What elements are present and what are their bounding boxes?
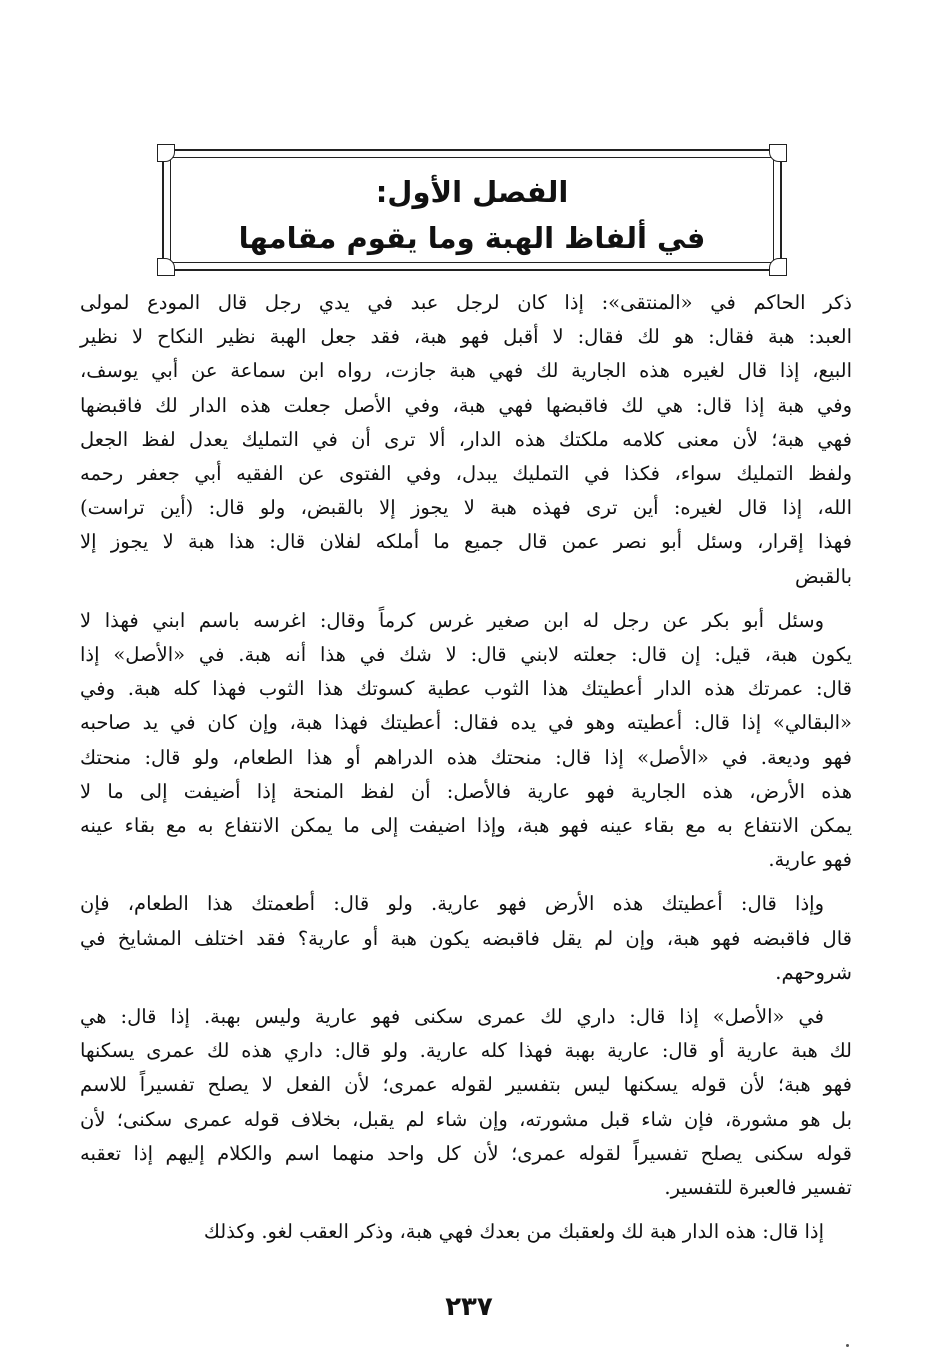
text-line: ذكر الحاكم في «المنتقى»: إذا كان لرجل عبد في يدي رجل قال المودع لمولى (80, 291, 852, 314)
text-line: الله، إذا قال لغيره: أين ترى فهذه هبة لا يجوز إلا بالقبض، ولو قال: (أين تراست) (80, 496, 852, 520)
text-line: إذا قال: هذه الدار هبة لك ولعقبك من بعدك فهي هبة، وذكر العقب لغو. وكذلك (203, 1220, 824, 1244)
text-line: ولفظ التمليك سواء، فكذا في التمليك يبدل، وفي الفتوى عن الفقيه أبي جعفر رحمه (80, 462, 852, 486)
text-line: يكون هبة، قيل: إن قال: جعلته لابني قال: لا شك في هذا أنه هبة. في «الأصل» إذا (80, 643, 852, 667)
text-line: فهذا إقرار، وسئل أبو نصر عمن قال جميع ما أملكه لفلان قال: هذا هبة لا يجوز إلا (80, 530, 852, 554)
text-line: فهو هبة؛ لأن قوله يسكنها ليس بتفسير لقوله عمرى؛ لأن الفعل لا يصلح تفسيراً للاسم (80, 1073, 852, 1097)
text-line: «البقالي» إذا قال: أعطيته وهو في يده فقال: أعطيتك فهذا هبة، وإن كان في يد صاحبه (80, 711, 852, 735)
text-line: فهو عارية. (768, 848, 852, 872)
paragraph (80, 1000, 852, 1205)
text-line: وسئل أبو بكر عن رجل له ابن صغير غرس كرماً وقال: اغرسه باسم ابني فهذا لا (80, 608, 824, 632)
paragraph (80, 887, 852, 990)
chapter-title-line-2: في ألفاظ الهبة وما يقوم مقامها (238, 221, 706, 255)
text-line: قال: عمرتك هذه الدار أعطيتك هذا الثوب عطية كسوتك هذا الثوب فهذا كله هبة. وفي (80, 677, 852, 701)
text-line: وإذا قال: أعطيتك هذه الأرض فهو عارية. ولو قال: أطعمتك هذا الطعام، فإن (80, 892, 824, 916)
text-line: يمكن الانتفاع به مع بقاء عينه فهو هبة، وإذا اضيفت إلى ما يمكن الانتفاع به مع بقاء عينه (80, 814, 852, 838)
text-line: البيع، إذا قال لغيره هذه الجارية لك فهي هبة جازت، رواه ابن سماعة عن أبي يوسف، (80, 359, 852, 383)
chapter-title-line-1: الفصل الأول: (375, 175, 569, 209)
text-line: بالقبض (795, 564, 852, 588)
text-line: تفسير فالعبرة للتفسير. (664, 1176, 852, 1200)
scan-speck (846, 1344, 849, 1347)
paragraph (80, 604, 852, 878)
paragraph (80, 1215, 852, 1249)
frame-corner-ornament (769, 144, 787, 162)
page-number: ٢٣٧ (445, 1292, 493, 1322)
paragraph (80, 286, 852, 594)
text-line: شروحهم. (775, 960, 852, 984)
text-line: وفي هبة إذا قال: هي لك فاقبضها فهي هبة، وفي الأصل جعلت هذه الدار لك فاقبضها (80, 393, 852, 417)
text-line: العبد: هبة فقال: هو لك فقال: لا أقبل فهو هبة، فقد جعل الهبة نظير النكاح لا نظير (80, 325, 852, 349)
text-line: قوله سكنى يصلح تفسيراً لقوله عمرى؛ لأن كل واحد منهما اسم والكلام إليهم إذا تعقبه (80, 1141, 852, 1165)
text-line: في «الأصل» إذا قال: داري لك عمرى سكنى فهو عارية وليس بهبة. إذا قال: هي (80, 1005, 824, 1029)
text-line: فهي هبة؛ لأن معنى كلامه ملكتك هذه الدار، ألا ترى أن في التمليك يعدل لفظ الجعل (80, 427, 852, 451)
text-line: فهو وديعة. في «الأصل» إذا قال: منحتك هذه الدراهم أو هذا الطعام، ولو قال: منحتك (80, 745, 852, 769)
text-line: لك هبة عارية أو قال: عارية بهبة فهذا كله عارية. ولو قال: داري هذه لك عمرى يسكنها (80, 1039, 852, 1063)
chapter-title (164, 169, 780, 261)
text-line: قال فاقبضه فهو هبة، وإن لم يقل فاقبضه يكون هبة أو عارية؟ فقد اختلف المشايخ في (80, 926, 852, 950)
text-line: هذه الأرض، هذه الجارية فهو عارية فالأصل: أن لفظ المنحة إذا أضيفت إلى ما لا (80, 779, 852, 803)
chapter-title-frame (162, 149, 782, 271)
body-text (80, 286, 852, 1259)
text-line: بل هو مشورة، فإن شاء قبل مشورته، وإن شاء لم يقبل، بخلاف قوله عمرى سكنى؛ لأن (80, 1107, 852, 1131)
